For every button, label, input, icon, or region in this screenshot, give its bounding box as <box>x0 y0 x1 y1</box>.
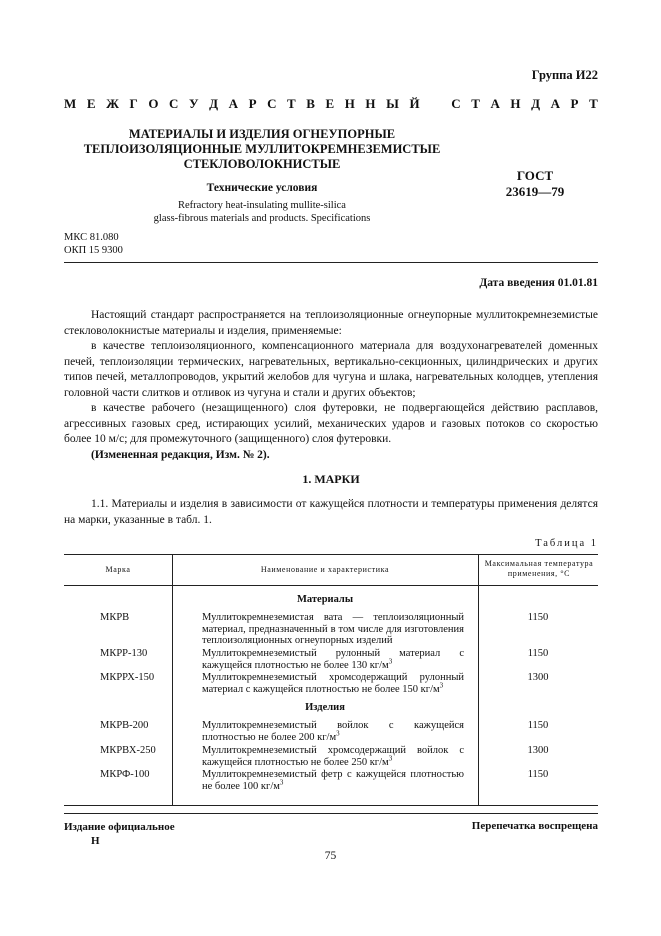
category-materials: Материалы <box>296 594 354 605</box>
heading-letter: Н <box>510 96 521 111</box>
heading-letter: Ы <box>386 96 399 111</box>
row-mark: МКРРХ-150 <box>100 672 155 683</box>
row-description-text: Муллитокремнеземистая вата — теплоизоляционный материал, предназначенный в том числе для изготовления теплоизоляционных огнеупорных изделий <box>202 612 464 646</box>
title-line: ТЕПЛОИЗОЛЯЦИОННЫЕ МУЛЛИТОКРЕМНЕЗЕМИСТЫЕ <box>83 142 441 156</box>
header-max-temperature: Максимальная температура применения, °С <box>484 559 594 578</box>
row-mark: МКРВХ-250 <box>100 745 156 756</box>
gost-number: 23619—79 <box>505 184 565 199</box>
classification-codes <box>64 232 123 257</box>
english-title-line: Refractory heat-insulating mullite-silica <box>178 200 346 211</box>
row-description-text: Муллитокремнеземистый фетр с кажущейся плотностью не более 100 кг/м <box>202 769 464 792</box>
superscript-cube: 3 <box>388 657 393 665</box>
header-mark: Марка <box>105 565 131 574</box>
row-mark: МКРФ-100 <box>100 769 150 780</box>
official-edition-label: Издание официальное <box>64 821 175 833</box>
category-products: Изделия <box>305 702 345 713</box>
row-description-text: Муллитокремнеземистый хромсодержащий войлок с кажущейся плотностью не более 250 кг/м <box>202 745 464 768</box>
paragraph-1-1: 1.1. Материалы и изделия в зависимости от кажущейся плотности и температуры применения делятся на марки, указанные в табл. 1. <box>64 498 598 526</box>
row-description-text: Муллитокремнеземистый рулонный материал с кажущейся плотностью не более 130 кг/м <box>202 648 464 671</box>
okp-code: ОКП 15 9300 <box>64 244 123 256</box>
row-description <box>202 745 464 768</box>
official-edition <box>64 820 175 848</box>
table-top-border <box>64 554 598 555</box>
introduction-date <box>479 277 598 289</box>
heading-letter: Т <box>589 96 598 111</box>
heading-letter: А <box>228 96 238 111</box>
page-number: 75 <box>324 850 337 862</box>
intro-paragraph: в качестве теплоизоляционного, компенсационного материала для воздухонагревателей доменных печей, теплоизоляции термических, нагревательных, вертикально-секционных, цилиндрических и других типов печей, металлопроводов, укрытий желобов для чугуна и шлака, нагревательных колодцев, утепления головной части слитков и отливок из чугуна и стали и других объектов; <box>64 340 598 399</box>
heading-letter: У <box>188 96 199 111</box>
row-temperature: 1150 <box>527 648 549 659</box>
intro-text <box>64 308 598 463</box>
reprint-prohibited: Перепечатка воспрещена <box>471 820 598 832</box>
amendment-note: (Измененная редакция, Изм. № 2). <box>91 448 270 461</box>
row-mark: МКРВ <box>100 612 130 623</box>
heading-letter: Е <box>325 96 335 111</box>
row-mark: МКРР-130 <box>100 648 148 659</box>
edition-mark: Н <box>91 835 100 847</box>
heading-letter: М <box>64 96 77 111</box>
technical-conditions: Технические условия <box>206 182 318 194</box>
table-bottom-border <box>64 805 598 806</box>
mks-code: МКС 81.080 <box>64 232 119 243</box>
heading-letter: О <box>148 96 159 111</box>
gost-label: ГОСТ <box>516 168 554 183</box>
heading-letter: Р <box>248 96 257 111</box>
row-mark: МКРВ-200 <box>100 720 149 731</box>
row-description <box>202 648 464 671</box>
header-description: Наименование и характеристика <box>260 565 390 574</box>
table-column-divider <box>172 554 173 806</box>
gost-designation <box>480 168 590 200</box>
heading-letter: Д <box>531 96 541 111</box>
heading-letter: Т <box>287 96 296 111</box>
superscript-cube: 3 <box>336 729 340 737</box>
group-code: Группа И22 <box>531 68 598 82</box>
table-header-border <box>64 585 598 586</box>
row-temperature: 1150 <box>527 720 549 731</box>
heading-letter: Н <box>365 96 376 111</box>
heading-letter: С <box>451 96 461 111</box>
heading-letter: Е <box>86 96 96 111</box>
heading-letter: Н <box>344 96 355 111</box>
row-description-text: Муллитокремнеземистый войлок с кажущейся плотностью не более 200 кг/м <box>202 720 464 743</box>
interstate-standard-heading <box>64 96 598 112</box>
english-title-line: glass-fibrous materials and products. Specifications <box>153 212 371 224</box>
marks-table <box>64 554 598 806</box>
intro-paragraph: Настоящий стандарт распространяется на теплоизоляционные огнеупорные муллитокремнеземистые стекловолокнистые материалы и изделия, применяемые: <box>64 309 598 337</box>
row-temperature: 1300 <box>527 672 549 683</box>
row-description <box>202 672 464 695</box>
heading-letter: А <box>490 96 500 111</box>
heading-letter: Т <box>471 96 480 111</box>
header-divider <box>64 262 598 263</box>
title-line: МАТЕРИАЛЫ И ИЗДЕЛИЯ ОГНЕУПОРНЫЕ <box>128 127 396 141</box>
date-label: Дата введения <box>479 277 555 289</box>
superscript-cube: 3 <box>439 681 444 689</box>
table-label: Таблица 1 <box>535 538 598 549</box>
heading-letter: С <box>169 96 179 111</box>
heading-letter: Й <box>409 96 420 111</box>
section-title: 1. МАРКИ <box>302 472 360 486</box>
row-temperature: 1150 <box>527 612 549 623</box>
intro-paragraph: в качестве рабочего (незащищенного) слоя футеровки, не подвергающейся действию расплавов, агрессивных газовых сред, истирающих усилий, механических ударов и газовых потоков со скоростью более 10 м/с; для промежуточного (защищенного) слоя футеровки. <box>64 402 598 445</box>
english-title <box>64 200 460 225</box>
heading-letter: С <box>267 96 277 111</box>
row-temperature: 1150 <box>527 769 549 780</box>
document-title <box>64 127 460 172</box>
heading-letter: А <box>550 96 560 111</box>
heading-letter: Ж <box>106 96 119 111</box>
heading-letter: Г <box>129 96 138 111</box>
footer-divider <box>64 813 598 814</box>
row-description <box>202 720 464 743</box>
title-line: СТЕКЛОВОЛОКНИСТЫЕ <box>183 157 341 171</box>
heading-letter: Д <box>209 96 219 111</box>
row-description <box>202 612 464 647</box>
heading-letter: В <box>306 96 315 111</box>
row-description-text: Муллитокремнеземистый хромсодержащий рулонный материал с кажущейся плотностью не более 150 кг/м <box>202 672 464 695</box>
superscript-cube: 3 <box>279 778 284 786</box>
row-temperature: 1300 <box>527 745 549 756</box>
date-value: 01.01.81 <box>557 277 598 289</box>
heading-letter: Р <box>570 96 579 111</box>
row-description <box>202 769 464 792</box>
superscript-cube: 3 <box>388 754 393 762</box>
